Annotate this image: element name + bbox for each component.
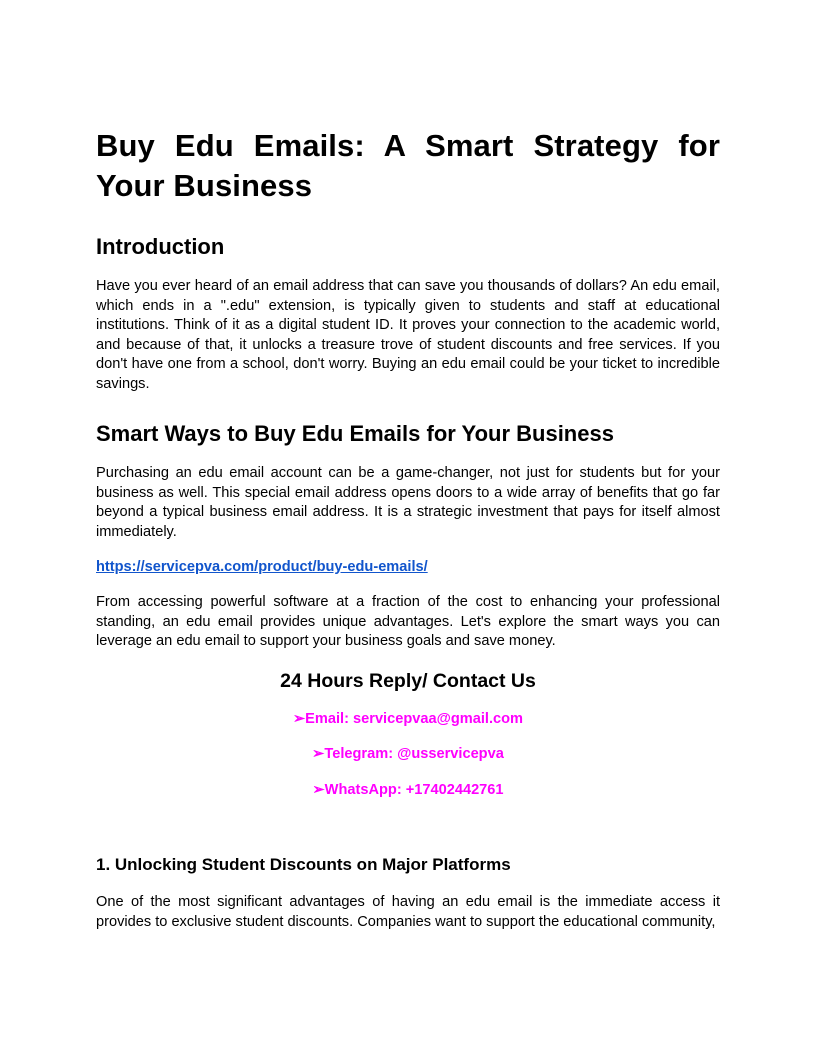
contact-email: ➢Email: servicepvaa@gmail.com [292, 711, 524, 727]
contact-telegram: ➢Telegram: @usservicepva [312, 746, 504, 762]
product-link[interactable]: https://servicepva.com/product/buy-edu-emails/ [96, 559, 428, 575]
section-heading-smart-ways: Smart Ways to Buy Edu Emails for Your Business [96, 421, 614, 446]
intro-heading: Introduction [96, 234, 225, 259]
document-title [96, 126, 720, 206]
contact-whatsapp: ➢WhatsApp: +17402442761 [312, 782, 504, 798]
title-line-2: Your Business [96, 168, 313, 203]
section-paragraph-2: From accessing powerful software at a fraction of the cost to enhancing your professional standing, an edu email provides unique advantages. Let's explore the smart ways you can leverage an edu email to support your business goals and save money. [96, 594, 720, 649]
subsection-heading-student-discounts: 1. Unlocking Student Discounts on Major Platforms [96, 855, 511, 874]
subsection-paragraph-1: One of the most significant advantages of having an edu email is the immediate access it provides to exclusive student discounts. Companies want to support the educational community, [96, 894, 720, 930]
section-paragraph-1: Purchasing an edu email account can be a game-changer, not just for students but for your business as well. This special email address opens doors to a wide array of benefits that go far beyond a typical business email address. It is a strategic investment that pays for itself almost immediately. [96, 465, 720, 540]
title-line-1: Buy Edu Emails: A Smart Strategy for [96, 128, 720, 163]
intro-paragraph: Have you ever heard of an email address that can save you thousands of dollars? An edu email, which ends in a ".edu" extension, is typically given to students and staff at educational institutions. Think of it as a digital student ID. It proves your connection to the academic world, and because of that, it unlocks a treasure trove of student discounts and free services. If you don't have one from a school, don't worry. Buying an edu email could be your ticket to incredible savings. [96, 278, 720, 392]
contact-heading: 24 Hours Reply/ Contact Us [280, 670, 536, 692]
